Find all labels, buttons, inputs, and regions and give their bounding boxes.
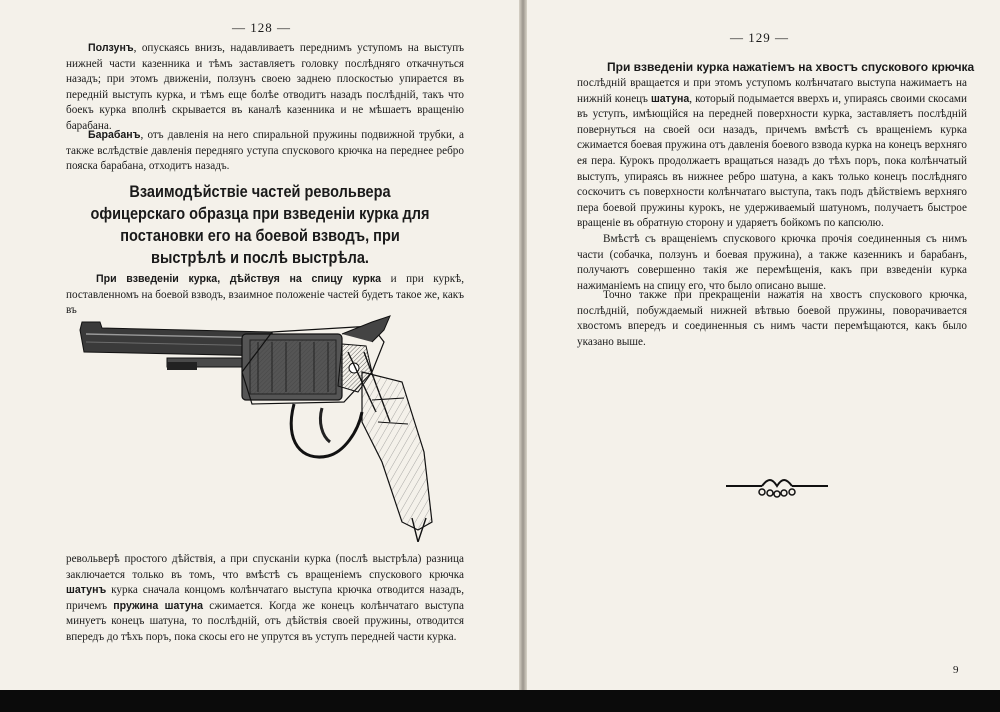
paragraph-cylinder-text: , отъ давленія на него спиральной пружины подвижной трубки, а также вслѣдствіе давленія передняго уступа спускового крючка на переднее ребро пояска барабана, отходитъ назадъ. [66, 129, 464, 173]
paragraph-firing-text-a: револьверѣ простого дѣйствія, а при спусканіи курка (послѣ выстрѣла) разница заключается только въ томъ, что вмѣстѣ съ вращеніемъ спускового крючка [66, 553, 464, 581]
paragraph-cocking-text: и при куркѣ, поставленномъ на боевой взводъ, взаимное положеніе частей будетъ такое же, какъ въ [66, 273, 465, 317]
paragraph-slider [66, 41, 464, 135]
revolver-illustration-icon [72, 312, 452, 542]
right-page [527, 0, 1000, 690]
paragraph-related-parts: Вмѣстѣ съ вращеніемъ спускового крючка прочія соединенныя съ нимъ части (собачка, ползунъ и боевая пружина), а также казенникъ и барабанъ, получаютъ совершенно такія же перемѣщенія, какъ при взведеніи курка нажиманіемъ на спицу его, что было описано выше. [577, 233, 967, 292]
scan-bottom-edge [0, 690, 1000, 712]
page-number-left: — 128 — [232, 20, 291, 35]
paragraph-release: Точно также при прекращеніи нажатія на хвостъ спускового крючка, послѣдній, побуждаемый нижней вѣтвью боевой пружины, поворачивается хвостомъ впередъ и соединенныя съ нимъ части перемѣщаются, какъ было указано выше. [577, 289, 967, 348]
paragraph-firing-text-c: сжимается. Когда же конецъ колѣнчатаго выступа минуетъ конецъ шатуна, то послѣдній, отъ дѣйствія своей пружины, отводится впередъ до тѣхъ поръ, пока скосы его не упрутся въ уступъ передней части курка. [66, 599, 464, 643]
corner-page-number: 9 [953, 664, 959, 676]
paragraph-slider-text: , опускаясь внизъ, надавливаетъ переднимъ уступомъ на выступъ нижней части казенника и тѣмъ заставляетъ головку послѣдняго откачнуться назадъ; при этомъ движеніи, ползунъ своею заднею плоскостью упирается въ передній выступъ курка, и тѣмъ еще болѣе отводитъ назадъ послѣдній, такъ что боекъ курка вполнѣ скрывается въ каналѣ казенника и не мѣшаетъ вращенію барабана. [66, 42, 464, 132]
term-rod: шатунъ [66, 584, 107, 597]
paragraph-firing-text-b: курка сначала концомъ колѣнчатаго выступа крючка отводится назадъ, причемъ [66, 584, 464, 612]
book-gutter [519, 0, 527, 690]
paragraph-trigger-text-b: , который подымается вверхъ и, упираясь своими скосами въ уступъ, имѣющійся на передней поверхности курка, заставляетъ послѣдній повернуться на своей оси назадъ, причемъ вмѣстѣ съ вращеніемъ курка сжимается боевая пружина отъ давленія боевого взвода курка на конецъ верхняго ея пера. Курокъ продолжаетъ вращаться назадъ до тѣхъ поръ, пока колѣнчатый выступъ, упираясь въ нижнее ребро шатуна, а какъ только конецъ послѣдняго соскочитъ съ поверхности колѣнчатаго выступа, такъ подъ дѣйствіемъ верхняго пера боевой пружины курокъ, не удерживаемый шатуномъ, получаетъ быстрое вращеніе въ обратную сторону и ударяетъ бойкомъ по капсюлю. [577, 92, 968, 230]
term-slider: Ползунъ [88, 42, 134, 54]
term-cocking: При взведеніи курка, дѣйствуя на спицу курка [96, 273, 382, 285]
right-section-heading: При взведеніи курка нажатіемъ на хвостъ спускового крючка [607, 60, 975, 74]
page-number-right: — 129 — [730, 30, 789, 45]
section-heading: Взаимодѣйствіе частей револьвера офицерскаго образца при взведеніи курка для постановки его на боевой взводъ, при выстрѣлѣ и послѣ выстрѣла. [90, 183, 430, 267]
term-rod-right: шатуна [650, 92, 690, 105]
term-rod-spring: пружина шатуна [113, 599, 204, 612]
paragraph-cylinder [66, 128, 464, 175]
paragraph-firing [66, 552, 464, 646]
paragraph-trigger-text-a: послѣдній вращается и при этомъ уступомъ колѣнчатаго выступа нажимаетъ на нижній конецъ [577, 77, 967, 105]
term-cylinder: Барабанъ [88, 129, 141, 141]
decorative-ornament-icon [722, 476, 832, 502]
paragraph-trigger-cocking [577, 76, 967, 232]
